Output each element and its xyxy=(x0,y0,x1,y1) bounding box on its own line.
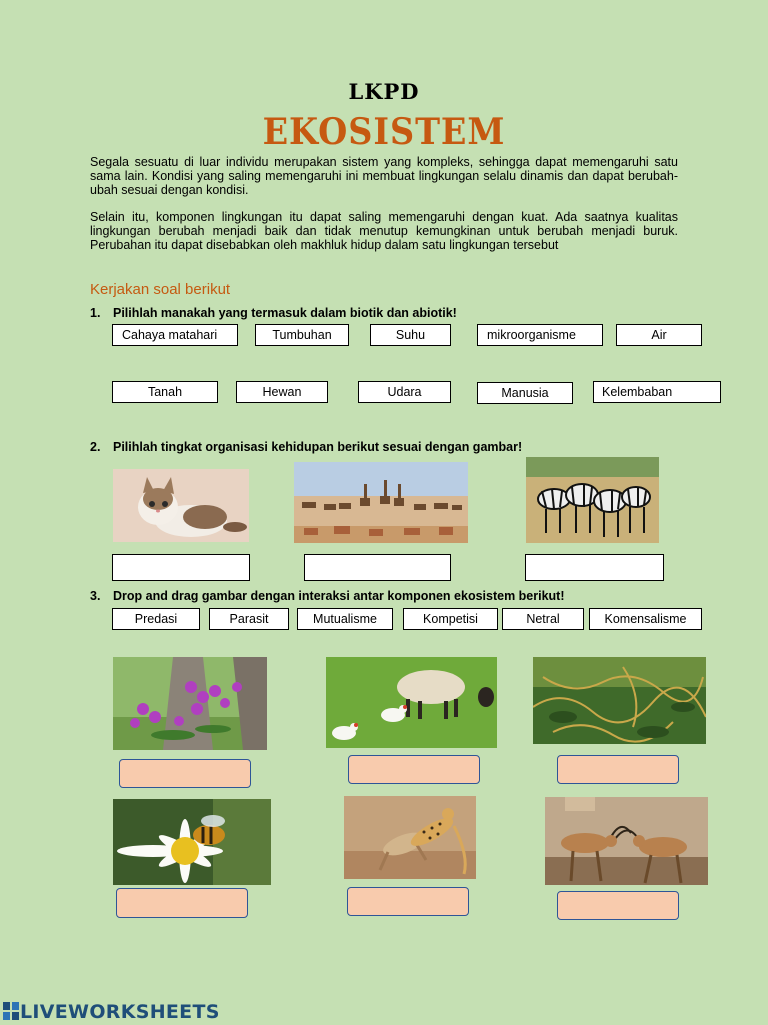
footer-brand xyxy=(0,998,768,1024)
q3-drop-zone-4[interactable] xyxy=(116,888,248,918)
q3-option-predasi[interactable]: Predasi xyxy=(112,608,200,630)
question-2-text: Pilihlah tingkat organisasi kehidupan berikut sesuai dengan gambar! xyxy=(113,440,523,454)
q1-option-mikroorganisme[interactable]: mikroorganisme xyxy=(477,324,603,346)
q3-drop-zone-6[interactable] xyxy=(557,891,679,920)
dodder-plant-photo xyxy=(533,657,706,744)
cheetah-hunting-gazelle-photo xyxy=(344,796,476,879)
zebra-herd-photo xyxy=(526,457,659,543)
impalas-fighting-photo xyxy=(545,797,708,885)
kitten-photo xyxy=(113,469,249,542)
q2-answer-field-2[interactable] xyxy=(304,554,451,581)
page-title: EKOSISTEM xyxy=(262,111,506,153)
question-2 xyxy=(90,440,522,454)
q1-option-air[interactable]: Air xyxy=(616,324,702,346)
q1-option-manusia[interactable]: Manusia xyxy=(477,382,573,404)
q1-option-udara[interactable]: Udara xyxy=(358,381,451,403)
q1-option-kelembaban[interactable]: Kelembaban xyxy=(593,381,721,403)
question-2-number: 2. xyxy=(90,440,101,454)
q3-option-parasit[interactable]: Parasit xyxy=(209,608,289,630)
savanna-animals-photo xyxy=(294,462,468,543)
question-1 xyxy=(90,306,457,320)
liveworksheets-logo-icon xyxy=(3,1002,19,1020)
q3-drop-zone-5[interactable] xyxy=(347,887,469,916)
bee-on-daisy-photo xyxy=(113,799,271,885)
question-1-text: Pilihlah manakah yang termasuk dalam biotik dan abiotik! xyxy=(113,306,457,320)
q3-option-netral[interactable]: Netral xyxy=(502,608,584,630)
worksheet-label: LKPD xyxy=(348,79,420,104)
question-3-number: 3. xyxy=(90,589,101,603)
intro-paragraph-2: Selain itu, komponen lingkungan itu dapat saling memengaruhi dengan kuat. Ada saatnya kualitas lingkungan berubah menjadi baik dan tidak menutup kemungkinan untuk berubah menjadi buruk. Perubahan itu dapat disebabkan oleh makhluk hidup dalam satu lingkungan tersebut xyxy=(90,210,678,252)
q3-drop-zone-1[interactable] xyxy=(119,759,251,788)
q1-option-tumbuhan[interactable]: Tumbuhan xyxy=(255,324,349,346)
q2-answer-field-3[interactable] xyxy=(525,554,664,581)
q1-option-suhu[interactable]: Suhu xyxy=(370,324,451,346)
q2-answer-field-1[interactable] xyxy=(112,554,250,581)
q1-option-cahaya-matahari[interactable]: Cahaya matahari xyxy=(112,324,238,346)
q3-drop-zone-3[interactable] xyxy=(557,755,679,784)
question-1-number: 1. xyxy=(90,306,101,320)
q3-option-komensalisme[interactable]: Komensalisme xyxy=(589,608,702,630)
q3-drop-zone-2[interactable] xyxy=(348,755,480,784)
intro-paragraph-1: Segala sesuatu di luar individu merupakan sistem yang kompleks, sehingga dapat memengaruhi satu sama lain. Kondisi yang saling memengaruhi ini membuat lingkungan selalu dinamis dan dapat berubah-ubah sesuai dengan kondisi. xyxy=(90,155,678,197)
footer-brand-text: LIVEWORKSHEETS xyxy=(20,1001,220,1023)
q1-option-tanah[interactable]: Tanah xyxy=(112,381,218,403)
orchid-on-tree-photo xyxy=(113,657,267,750)
question-3 xyxy=(90,589,565,603)
sheep-and-chickens-photo xyxy=(326,657,497,748)
q3-option-mutualisme[interactable]: Mutualisme xyxy=(297,608,393,630)
q1-option-hewan[interactable]: Hewan xyxy=(236,381,328,403)
q3-option-kompetisi[interactable]: Kompetisi xyxy=(403,608,498,630)
section-title: Kerjakan soal berikut xyxy=(90,281,231,298)
question-3-text: Drop and drag gambar dengan interaksi antar komponen ekosistem berikut! xyxy=(113,589,565,603)
